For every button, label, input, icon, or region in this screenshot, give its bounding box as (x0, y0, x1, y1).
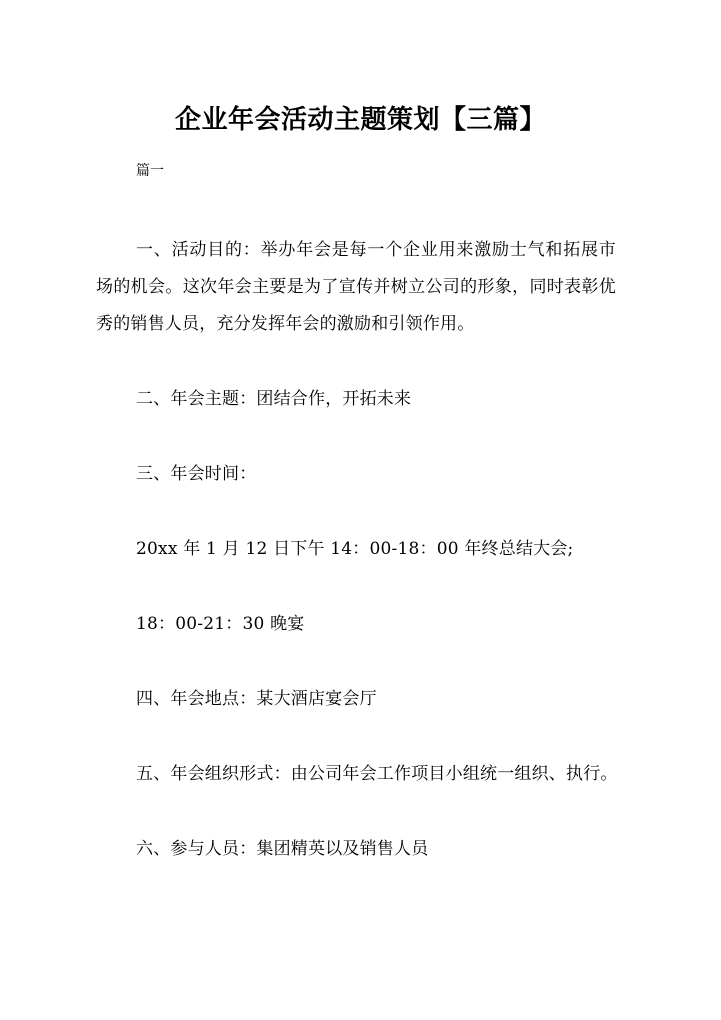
page-title: 企业年会活动主题策划【三篇】 (174, 105, 546, 136)
spacer (96, 718, 616, 756)
spacer (96, 182, 616, 232)
spacer (96, 343, 616, 381)
paragraph-annual-meeting-location: 四、年会地点：某大酒店宴会厅 (136, 689, 377, 709)
paragraph-annual-meeting-theme: 二、年会主题：团结合作，开拓未来 (136, 389, 412, 409)
paragraph-time-summary-meeting: 20xx 年 1 月 12 日下午 14：00-18：00 年终总结大会; (136, 539, 574, 559)
section-label-pian-yi: 篇一 (136, 163, 164, 179)
spacer (96, 793, 616, 831)
spacer (96, 568, 616, 606)
paragraph-time-banquet: 18：00-21：30 晚宴 (136, 614, 305, 634)
paragraph-annual-meeting-time-heading: 三、年会时间： (136, 464, 257, 484)
document-body (96, 160, 616, 868)
paragraph-organization-form: 五、年会组织形式：由公司年会工作项目小组统一组织、执行。 (136, 764, 618, 784)
spacer (96, 418, 616, 456)
spacer (96, 643, 616, 681)
paragraph-activity-purpose: 一、活动目的：举办年会是每一个企业用来激励士气和拓展市场的机会。这次年会主要是为了宣传并树立公司的形象，同时表彰优秀的销售人员，充分发挥年会的激励和引领作用。 (96, 240, 616, 334)
spacer (96, 493, 616, 531)
paragraph-participants: 六、参与人员：集团精英以及销售人员 (136, 839, 429, 859)
